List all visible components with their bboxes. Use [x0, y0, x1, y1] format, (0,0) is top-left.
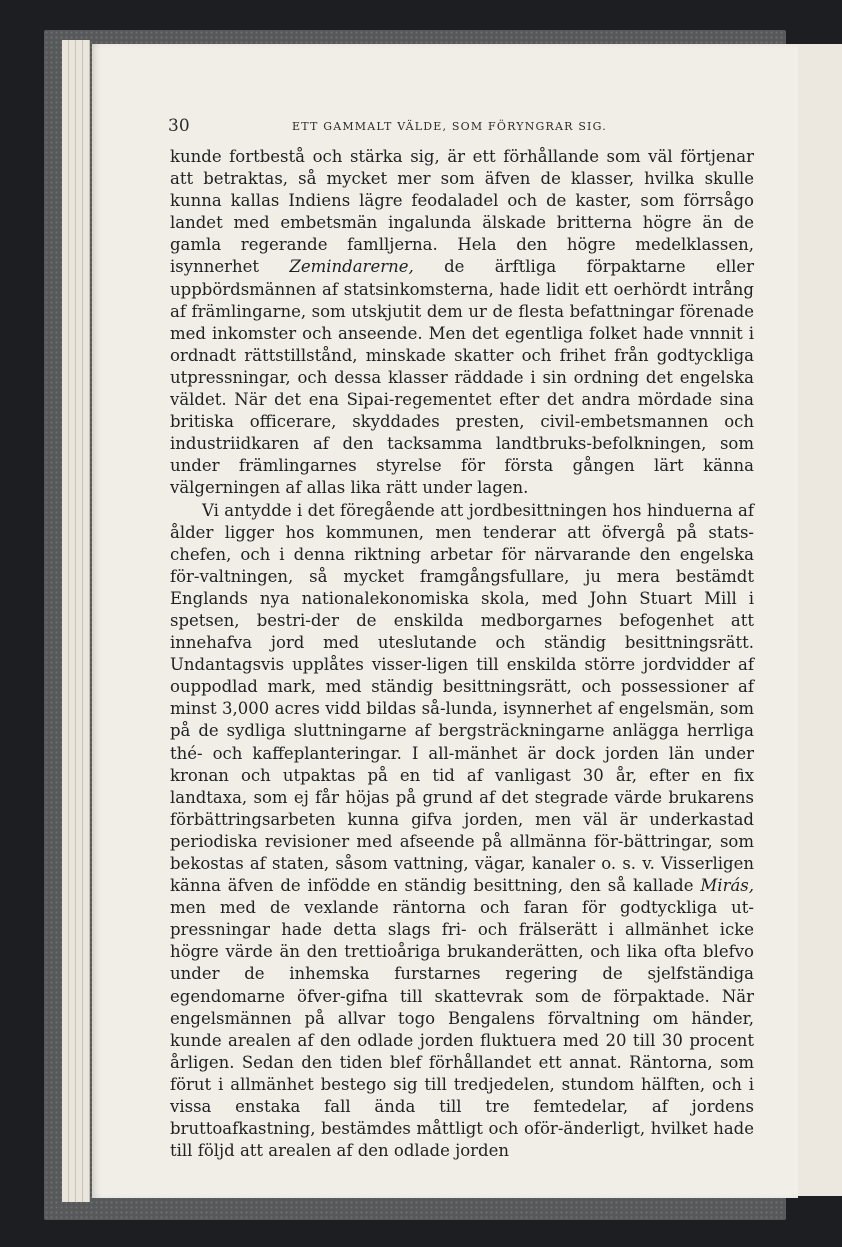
page-number: 30 — [168, 116, 190, 136]
italic-term: Zemindarerne, — [289, 257, 414, 277]
text-segment: men med de vexlande räntorna och faran för godtyckliga ut-pressningar hade detta slags fri- och frälserätt i allmänhet icke högre värde än den trettioåriga brukanderätten, och lika ofta blefvo under de inhemska furstarnes regering de sjelfständiga egendomarne öfver-gifna till skattevrak som de förpaktade. När engelsmännen på allvar togo Bengalens förvaltning om händer, kunde arealen af den odlade jorden fluktuera med 20 till 30 procent årligen. Sedan den tiden blef förhållandet ett annat. Räntorna, som förut i allmänhet bestego sig till tredjedelen, stundom hälften, och i vissa enstaka fall ända till tre femtedelar, af jordens bruttoafkastning, bestämdes måttligt och oför-änderligt, hvilket hade till följd att arealen af den odlade jorden — [170, 898, 754, 1161]
paragraph — [170, 500, 754, 1163]
page-stack-edge — [62, 40, 69, 1202]
page-stack-edge — [69, 40, 76, 1202]
facing-page-edge — [792, 44, 842, 1196]
running-head: ETT GAMMALT VÄLDE, SOM FÖRYNGRAR SIG. — [292, 120, 607, 133]
book-page — [92, 44, 798, 1198]
text-segment: de ärftliga förpaktarne eller uppbördsmännen af statsinkomsterna, hade lidit ett oerhördt intrång af främlingarne, som utskjutit dem ur de flesta befattningar förenade med inkomster och anseende. Men det egentliga folket hade vnnnit i ordnadt rättstillstånd, minskade skatter och frihet från godtyckliga utpressningar, och dessa klasser räddade i sin ordning det engelska väldet. När det ena Sipai-regementet efter det andra mördade sina britiska officerare, skyddades presten, civil-embetsmannen och industriidkaren af den tacksamma landtbruks-befolkningen, som under främlingarnes styrelse för första gången lärt känna välgerningen af allas lika rätt under lagen. — [170, 257, 754, 498]
italic-term: Mirás, — [700, 876, 754, 896]
paragraph — [170, 146, 754, 500]
page-stack-edge — [76, 40, 83, 1202]
text-segment: kunde fortbestå och stärka sig, är ett förhållande som väl förtjenar att betraktas, så mycket mer som äfven de klasser, hvilka skulle kunna kallas Indiens lägre feodaladel och de kaster, som förrsågo landet med embetsmän ingalunda älskade britterna högre än de gamla regerande famlljerna. Hela den högre medelklassen, isynnerhet — [170, 147, 754, 277]
body-text — [170, 146, 754, 1162]
page-stack-edge — [83, 40, 90, 1202]
text-segment: Vi antydde i det föregående att jordbesittningen hos hinduerna af ålder ligger hos kommunen, men tenderar att öfvergå på stats-chefen, och i denna riktning arbetar för närvarande den engelska för-valtningen, så mycket framgångsfullare, ju mera bestämdt Englands nya nationalekonomiska skola, med John Stuart Mill i spetsen, bestri-der de enskilda medborgarnes befogenhet att innehafva jord med uteslutande och ständig besittningsrätt. Undantagsvis upplåtes visser-ligen till enskilda större jordvidder af ouppodlad mark, med ständig besittningsrätt, och possessioner af minst 3,000 acres vidd bildas så-lunda, isynnerhet af engelsmän, som på de sydliga sluttningarne af bergsträckningarne anlägga herrliga thé- och kaffeplanteringar. I all-mänhet är dock jorden län under kronan och utpaktas på en tid af vanligast 30 år, efter en fix landtaxa, som ej får höjas på grund af det stegrade värde brukarens förbättringsarbeten kunna gifva jorden, men väl är underkastad periodiska revisioner med afseende på allmänna för-bättringar, som bekostas af staten, såsom vattning, vägar, kanaler o. s. v. Visserligen känna äfven de infödde en ständig besittning, den så kallade — [170, 500, 754, 896]
